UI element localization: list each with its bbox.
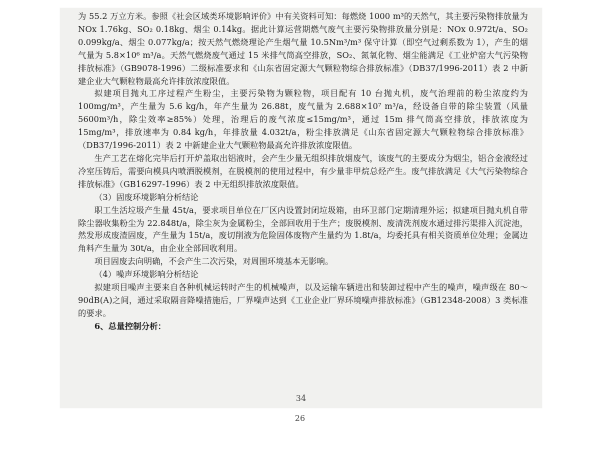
scanned-page [60, 8, 542, 408]
paragraph: 拟建项目抛丸工序过程产生粉尘，主要污染物为颗粒物，项目配有 10 台抛丸机，废气治理前的粉尘浓度约为 100mg/m³，产生量为 5.6 kg/h，年产生量为 26.88t，废气量为 2.688×10⁷ m³/a，经设备自带的除尘装置（风量 5600m³/h，除尘效率≥85%）处理，治理后的废气浓度≤15mg/m³，通过 15m 排气筒高空排放，排放浓度为 15mg/m³，排放速率为 0.84 kg/h，年排放量 4.032t/a，粉尘排放满足《山东省固定源大气颗粒物综合排放标准》（DB37/1996-2011）表 2 中新建企业大气颗粒物最高允许排放浓度限值。 [78, 88, 528, 151]
page-number-outer: 26 [294, 414, 306, 423]
paragraph: 职工生活垃圾产生量 45t/a，要求项目单位在厂区内设置封闭垃圾箱，由环卫部门定期清理外运；拟建项目抛丸机自带除尘器收集粉尘为 22.848t/a，除尘灰为金属粉尘，全部回收用于生产；废脱模剂、废清洗剂废水通过排污渠排入沉淀池，然发形成废渣固废，产生量为 15t/a，废切削液为危险固体废物产生量约为 1.8t/a，均委托具有相关资质单位处理；金属边角料产生量为 30t/a，由企业全部回收利用。 [78, 204, 528, 254]
paragraph: 为 55.2 万立方米。参照《社会区域类环境影响评价》中有关资料可知：每燃烧 1000 m³的天然气，其主要污染物排放量为 NOx 1.76kg、SO₂ 0.18kg、烟尘 0.14kg。据此计算运营期燃气废气主要污染物排放量分别是：NOx 0.972t/a、SO₂ 0.099kg/a、烟尘 0.077kg/a；按天然气燃烧理论产生烟气量 10.5Nm³/m³ 保守计算（即空气过剩系数为 1），产生的烟气量为 5.8×10⁶ m³/a。天然气燃烧废气通过 15 米排气筒高空排放，SO₂、氮氧化物、烟尘能满足《工业炉窑大气污染物排放标准》（GB9078-1996）二级标准要求和《山东省固定源大气颗粒物综合排放标准》（DB37/1996-2011）表 2 中新建企业大气颗粒物最高允许排放浓度限值。 [78, 11, 528, 86]
paragraph: 项目固废去向明确，不会产生二次污染，对周围环境基本无影响。 [94, 256, 334, 267]
document-body [78, 10, 528, 333]
section-heading: （4）噪声环境影响分析结论 [94, 269, 199, 280]
section-heading: （3）固废环境影响分析结论 [94, 191, 199, 202]
paragraph: 生产工艺在熔化完毕后打开炉盖取出铝液时，会产生少量无组织排放烟废气，该废气的主要成分为烟尘，铝合金液经过冷室压铸后，需要向模具内喷洒脱模剂，在脱模剂的使用过程中，有少量非甲烷总烃产生。废气排放满足《大气污染物综合排放标准》（GB16297-1996）表 2 中无组织排放浓度限值。 [78, 152, 528, 189]
section-heading: 6、总量控制分析： [94, 320, 167, 331]
page-number-inner: 34 [295, 394, 307, 403]
paragraph: 拟建项目噪声主要来自各种机械运转时产生的机械噪声，以及运输车辆进出和装卸过程中产生的噪声，噪声级在 80～90dB(A)之间，通过采取隔音降噪措施后，厂界噪声达到《工业企业厂界环境噪声排放标准》（GB12348-2008）3 类标准的要求。 [78, 282, 528, 318]
